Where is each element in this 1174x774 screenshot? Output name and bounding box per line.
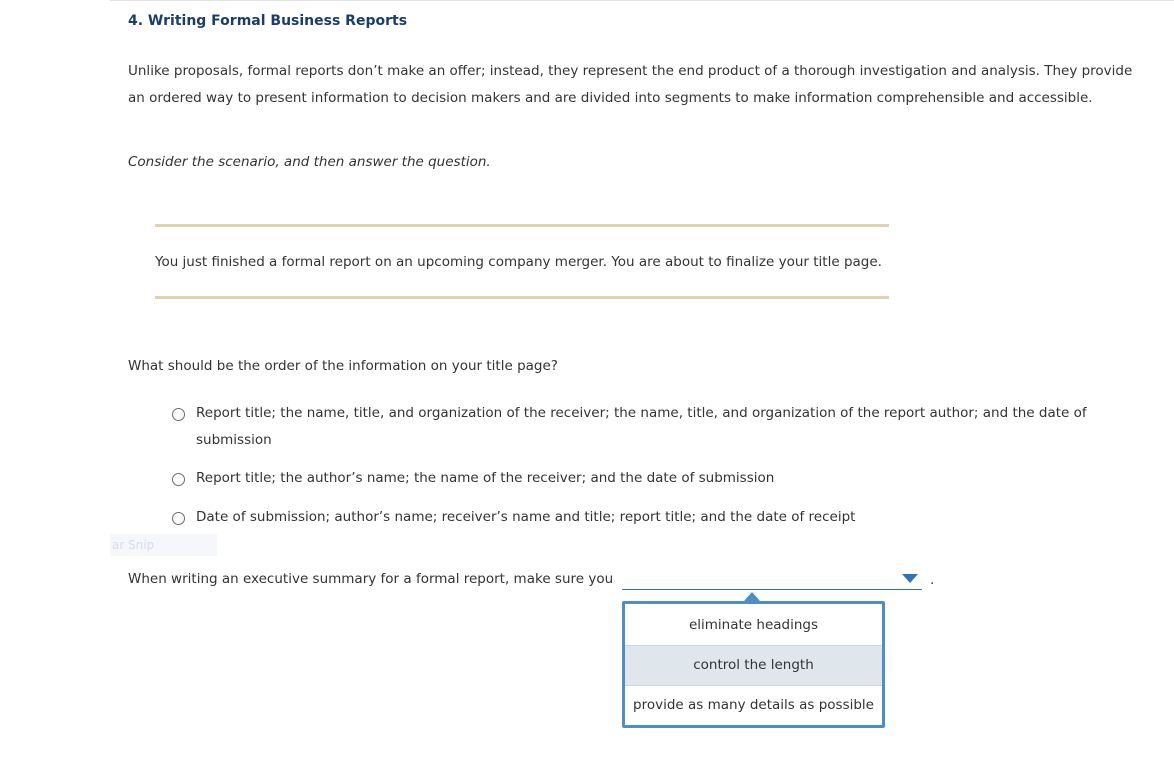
answer-dropdown[interactable] bbox=[622, 572, 922, 590]
intro-paragraph bbox=[128, 58, 1158, 112]
radio-button[interactable] bbox=[172, 473, 185, 486]
option-text-line: Report title; the name, title, and organization of the receiver; the name, title, and organization of the report author; and the date of bbox=[196, 405, 1087, 421]
question-title: 4. Writing Formal Business Reports bbox=[128, 13, 408, 29]
answer-option-label[interactable]: Date of submission; author’s name; receiver’s name and title; report title; and the date of receipt bbox=[196, 509, 856, 525]
option-text-line: submission bbox=[196, 432, 272, 448]
scenario-top-rule bbox=[155, 224, 889, 227]
top-divider bbox=[110, 0, 1174, 1]
fill-in-sentence: When writing an executive summary for a formal report, make sure you bbox=[128, 571, 614, 587]
intro-line-2: an ordered way to present information to decision makers and are divided into segments to make information comprehensible and accessible. bbox=[128, 90, 1093, 106]
instruction-text: Consider the scenario, and then answer the question. bbox=[128, 154, 491, 170]
answer-option-2[interactable] bbox=[172, 471, 1112, 492]
dropdown-option-eliminate-headings[interactable]: eliminate headings bbox=[688, 617, 819, 633]
dropdown-menu bbox=[622, 601, 885, 728]
scenario-bottom-rule bbox=[155, 296, 889, 299]
dropdown-option-control-length[interactable]: control the length bbox=[625, 646, 882, 685]
answer-option-label[interactable]: Report title; the author’s name; the name of the receiver; and the date of submission bbox=[196, 470, 775, 486]
snip-overlay-label: ar Snip bbox=[110, 534, 217, 556]
answer-option-label[interactable] bbox=[196, 400, 1087, 454]
dropdown-option-provide-details[interactable]: provide as many details as possible bbox=[633, 697, 874, 713]
scenario-text: You just finished a formal report on an upcoming company merger. You are about to finalize your title page. bbox=[155, 254, 882, 270]
answer-option-3[interactable] bbox=[172, 510, 1112, 531]
dropdown-arrow-icon[interactable] bbox=[902, 574, 918, 583]
sentence-period: . bbox=[930, 572, 935, 588]
answer-option-1[interactable] bbox=[172, 406, 1112, 454]
menu-pointer-icon bbox=[744, 592, 760, 601]
radio-button[interactable] bbox=[172, 512, 185, 525]
intro-line-1: Unlike proposals, formal reports don’t make an offer; instead, they represent the end product of a thorough investigation and analysis. They provide bbox=[128, 63, 1133, 79]
radio-button[interactable] bbox=[172, 408, 185, 421]
mc-question-prompt: What should be the order of the information on your title page? bbox=[128, 358, 558, 374]
